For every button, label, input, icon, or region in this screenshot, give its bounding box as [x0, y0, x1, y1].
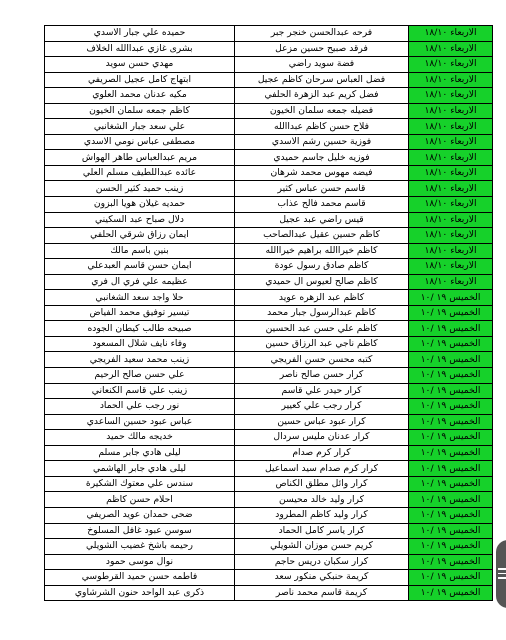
table-row [45, 103, 493, 119]
second-name-cell: كرار وليد خالد محيسن [235, 492, 409, 508]
person-name-cell: بنين باسم مالك [45, 243, 235, 259]
date-cell: الاربعاء ١٨/١٠ [409, 57, 493, 73]
person-name-cell: حمديه غيلان هويا البزون [45, 197, 235, 213]
date-cell: الاربعاء ١٨/١٠ [409, 259, 493, 275]
second-name-cell: كاظم ناجي عبد الرزاق حسين [235, 336, 409, 352]
date-cell: الخميس ١٩ /١٠ [409, 352, 493, 368]
table-row [45, 352, 493, 368]
second-name-cell: كرار كرم صدام سيد اسماعيل [235, 461, 409, 477]
table-row [45, 243, 493, 259]
person-name-cell: سوسن عبود غافل المسلوخ [45, 523, 235, 539]
date-cell: الاربعاء ١٨/١٠ [409, 134, 493, 150]
table-body [45, 26, 493, 601]
table-row [45, 476, 493, 492]
table-row [45, 26, 493, 42]
person-name-cell: دلال صباح عبد السكيني [45, 212, 235, 228]
person-name-cell: ابتهاج كامل عجيل الصريفي [45, 72, 235, 88]
attendance-sheet [44, 25, 482, 601]
person-name-cell: نوال موسى حمود [45, 554, 235, 570]
date-cell: الاربعاء ١٨/١٠ [409, 228, 493, 244]
person-name-cell: مريم عبدالعباس طاهر الهواش [45, 150, 235, 166]
second-name-cell: فضيله جمعه سلمان الخيون [235, 103, 409, 119]
person-name-cell: ايمان رزاق شرقي الحلفي [45, 228, 235, 244]
date-cell: الاربعاء ١٨/١٠ [409, 181, 493, 197]
second-name-cell: كرار كرم صدام [235, 445, 409, 461]
table-row [45, 492, 493, 508]
table-row [45, 430, 493, 446]
second-name-cell: كاظم عبدالرسول جبار محمد [235, 305, 409, 321]
person-name-cell: ضحى حمدان عويد الصريفي [45, 507, 235, 523]
person-name-cell: علي حسن صالح الرحيم [45, 368, 235, 384]
second-name-cell: فيضه مهوس محمد شرهان [235, 165, 409, 181]
date-cell: الخميس ١٩ /١٠ [409, 430, 493, 446]
person-name-cell: حلا واجد سعد الشغانبي [45, 290, 235, 306]
date-cell: الخميس ١٩ /١٠ [409, 399, 493, 415]
table-row [45, 523, 493, 539]
date-cell: الخميس ١٩ /١٠ [409, 539, 493, 555]
table-row [45, 72, 493, 88]
second-name-cell: كريمة قاسم محمد ناصر [235, 585, 409, 601]
date-cell: الاربعاء ١٨/١٠ [409, 212, 493, 228]
table-row [45, 150, 493, 166]
date-cell: الخميس ١٩ /١٠ [409, 523, 493, 539]
table-row [45, 368, 493, 384]
person-name-cell: علي سعد جبار الشغانبي [45, 119, 235, 135]
date-cell: الاربعاء ١٨/١٠ [409, 72, 493, 88]
person-name-cell: خديجه مالك حميد [45, 430, 235, 446]
second-name-cell: فرقد صبيح حسين مزعل [235, 41, 409, 57]
date-cell: الاربعاء ١٨/١٠ [409, 243, 493, 259]
second-name-cell: فوزية حسين رشم الاسدي [235, 134, 409, 150]
person-name-cell: احلام حسن كاظم [45, 492, 235, 508]
table-row [45, 445, 493, 461]
table-row [45, 570, 493, 586]
table-row [45, 259, 493, 275]
person-name-cell: كاظم جمعه سلمان الخيون [45, 103, 235, 119]
person-name-cell: صبيحه طالب كيطان الجوده [45, 321, 235, 337]
date-cell: الخميس ١٩ /١٠ [409, 305, 493, 321]
date-cell: الخميس ١٩ /١٠ [409, 507, 493, 523]
date-cell: الاربعاء ١٨/١٠ [409, 103, 493, 119]
second-name-cell: كريمة حنبكي منكور سعد [235, 570, 409, 586]
person-name-cell: عائده عبداللطيف مسلم العلي [45, 165, 235, 181]
date-cell: الخميس ١٩ /١٠ [409, 321, 493, 337]
second-name-cell: كرار رجب علي كعيير [235, 399, 409, 415]
second-name-cell: قاسم حسن عباس كثير [235, 181, 409, 197]
table-row [45, 461, 493, 477]
table-row [45, 399, 493, 415]
table-row [45, 181, 493, 197]
date-cell: الاربعاء ١٨/١٠ [409, 274, 493, 290]
person-name-cell: زينب حميد كثير الحسن [45, 181, 235, 197]
person-name-cell: زينب علي قاسم الكنعاني [45, 383, 235, 399]
person-name-cell: مصطفى عباس نومي الاسدي [45, 134, 235, 150]
second-name-cell: كاظم عبد الزهره عويد [235, 290, 409, 306]
second-name-cell: فضل العباس سرحان كاظم عجيل [235, 72, 409, 88]
date-cell: الاربعاء ١٨/١٠ [409, 165, 493, 181]
second-name-cell: كاظم حسين عقيل عبدالصاحب [235, 228, 409, 244]
person-name-cell: مهدي حسن سويد [45, 57, 235, 73]
second-name-cell: كرار عدنان مليس سردال [235, 430, 409, 446]
second-name-cell: كريم حسن موزان الشويلي [235, 539, 409, 555]
second-name-cell: فلاح حسن كاظم عبداالله [235, 119, 409, 135]
date-cell: الخميس ١٩ /١٠ [409, 336, 493, 352]
second-name-cell: كاظم صادق رسول عودة [235, 259, 409, 275]
person-name-cell: زينب محمد سعيد الفريجي [45, 352, 235, 368]
second-name-cell: قيس راضي عبد عجيل [235, 212, 409, 228]
second-name-cell: كاظم خيراالله براهيم خيراالله [235, 243, 409, 259]
table-row [45, 554, 493, 570]
date-cell: الخميس ١٩ /١٠ [409, 290, 493, 306]
table-row [45, 321, 493, 337]
person-name-cell: فاطمه حسن حميد القرطوسي [45, 570, 235, 586]
second-name-cell: كرار وليد كاظم المطرود [235, 507, 409, 523]
person-name-cell: عظيمه علي فري ال فري [45, 274, 235, 290]
second-name-cell: كرار ياسر كامل الحماد [235, 523, 409, 539]
person-name-cell: مكيه عدنان محمد العلوي [45, 88, 235, 104]
date-cell: الخميس ١٩ /١٠ [409, 476, 493, 492]
person-name-cell: سندس علي معتوك الشكيرة [45, 476, 235, 492]
second-name-cell: كاظم علي حسن عبد الحسين [235, 321, 409, 337]
date-cell: الاربعاء ١٨/١٠ [409, 119, 493, 135]
second-name-cell: فضة سويد راضي [235, 57, 409, 73]
date-cell: الاربعاء ١٨/١٠ [409, 26, 493, 42]
date-cell: الخميس ١٩ /١٠ [409, 585, 493, 601]
table-row [45, 507, 493, 523]
second-name-cell: قاسم محمد فالح عذاب [235, 197, 409, 213]
table-row [45, 336, 493, 352]
table-row [45, 228, 493, 244]
second-name-cell: كرار عبود عباس حسين [235, 414, 409, 430]
table-row [45, 57, 493, 73]
person-name-cell: ذكرى عبد الواحد حنون الشرشاوي [45, 585, 235, 601]
table-row [45, 41, 493, 57]
second-name-cell: كرار حيدر علي قاسم [235, 383, 409, 399]
table-row [45, 197, 493, 213]
date-cell: الاربعاء ١٨/١٠ [409, 88, 493, 104]
date-cell: الخميس ١٩ /١٠ [409, 414, 493, 430]
person-name-cell: وفاء نايف شلال المسعود [45, 336, 235, 352]
date-cell: الخميس ١٩ /١٠ [409, 554, 493, 570]
date-cell: الخميس ١٩ /١٠ [409, 383, 493, 399]
date-cell: الخميس ١٩ /١٠ [409, 461, 493, 477]
person-name-cell: ليلى هادي جابر الهاشمي [45, 461, 235, 477]
table-row [45, 212, 493, 228]
table-row [45, 274, 493, 290]
table-row [45, 383, 493, 399]
names-table [44, 25, 493, 601]
second-name-cell: كاظم صالح لعيوس ال حميدي [235, 274, 409, 290]
person-name-cell: رحيمه باشخ غضيب الشويلي [45, 539, 235, 555]
second-name-cell: فوزيه خليل جاسم حميدي [235, 150, 409, 166]
date-cell: الخميس ١٩ /١٠ [409, 368, 493, 384]
table-row [45, 165, 493, 181]
table-row [45, 119, 493, 135]
table-row [45, 290, 493, 306]
table-row [45, 539, 493, 555]
date-cell: الاربعاء ١٨/١٠ [409, 197, 493, 213]
second-name-cell: كرار وائل مطلق الكناص [235, 476, 409, 492]
date-cell: الاربعاء ١٨/١٠ [409, 41, 493, 57]
person-name-cell: نور رجب علي الحماد [45, 399, 235, 415]
table-row [45, 585, 493, 601]
table-row [45, 305, 493, 321]
table-row [45, 414, 493, 430]
table-row [45, 88, 493, 104]
second-name-cell: فضل كريم عبد الزهرة الحلفي [235, 88, 409, 104]
person-name-cell: ايمان حسن قاسم العبدعلي [45, 259, 235, 275]
second-name-cell: كرار سكبان دريس حاجم [235, 554, 409, 570]
person-name-cell: حميده علي جبار الاسدي [45, 26, 235, 42]
person-name-cell: عباس عبود حسين الساعدي [45, 414, 235, 430]
date-cell: الخميس ١٩ /١٠ [409, 492, 493, 508]
second-name-cell: فرحه عبدالحسن خنجر جبر [235, 26, 409, 42]
second-name-cell: كتبه محسن حسن الفريجي [235, 352, 409, 368]
second-name-cell: كرار حسن صالح ناصر [235, 368, 409, 384]
person-name-cell: ليلى هادي جابر مسلم [45, 445, 235, 461]
date-cell: الخميس ١٩ /١٠ [409, 570, 493, 586]
date-cell: الاربعاء ١٨/١٠ [409, 150, 493, 166]
person-name-cell: بشرى غازي عبداالله الخلاف [45, 41, 235, 57]
menu-icon[interactable] [498, 568, 506, 582]
person-name-cell: تيسير توفيق محمد الفياض [45, 305, 235, 321]
table-row [45, 134, 493, 150]
date-cell: الخميس ١٩ /١٠ [409, 445, 493, 461]
